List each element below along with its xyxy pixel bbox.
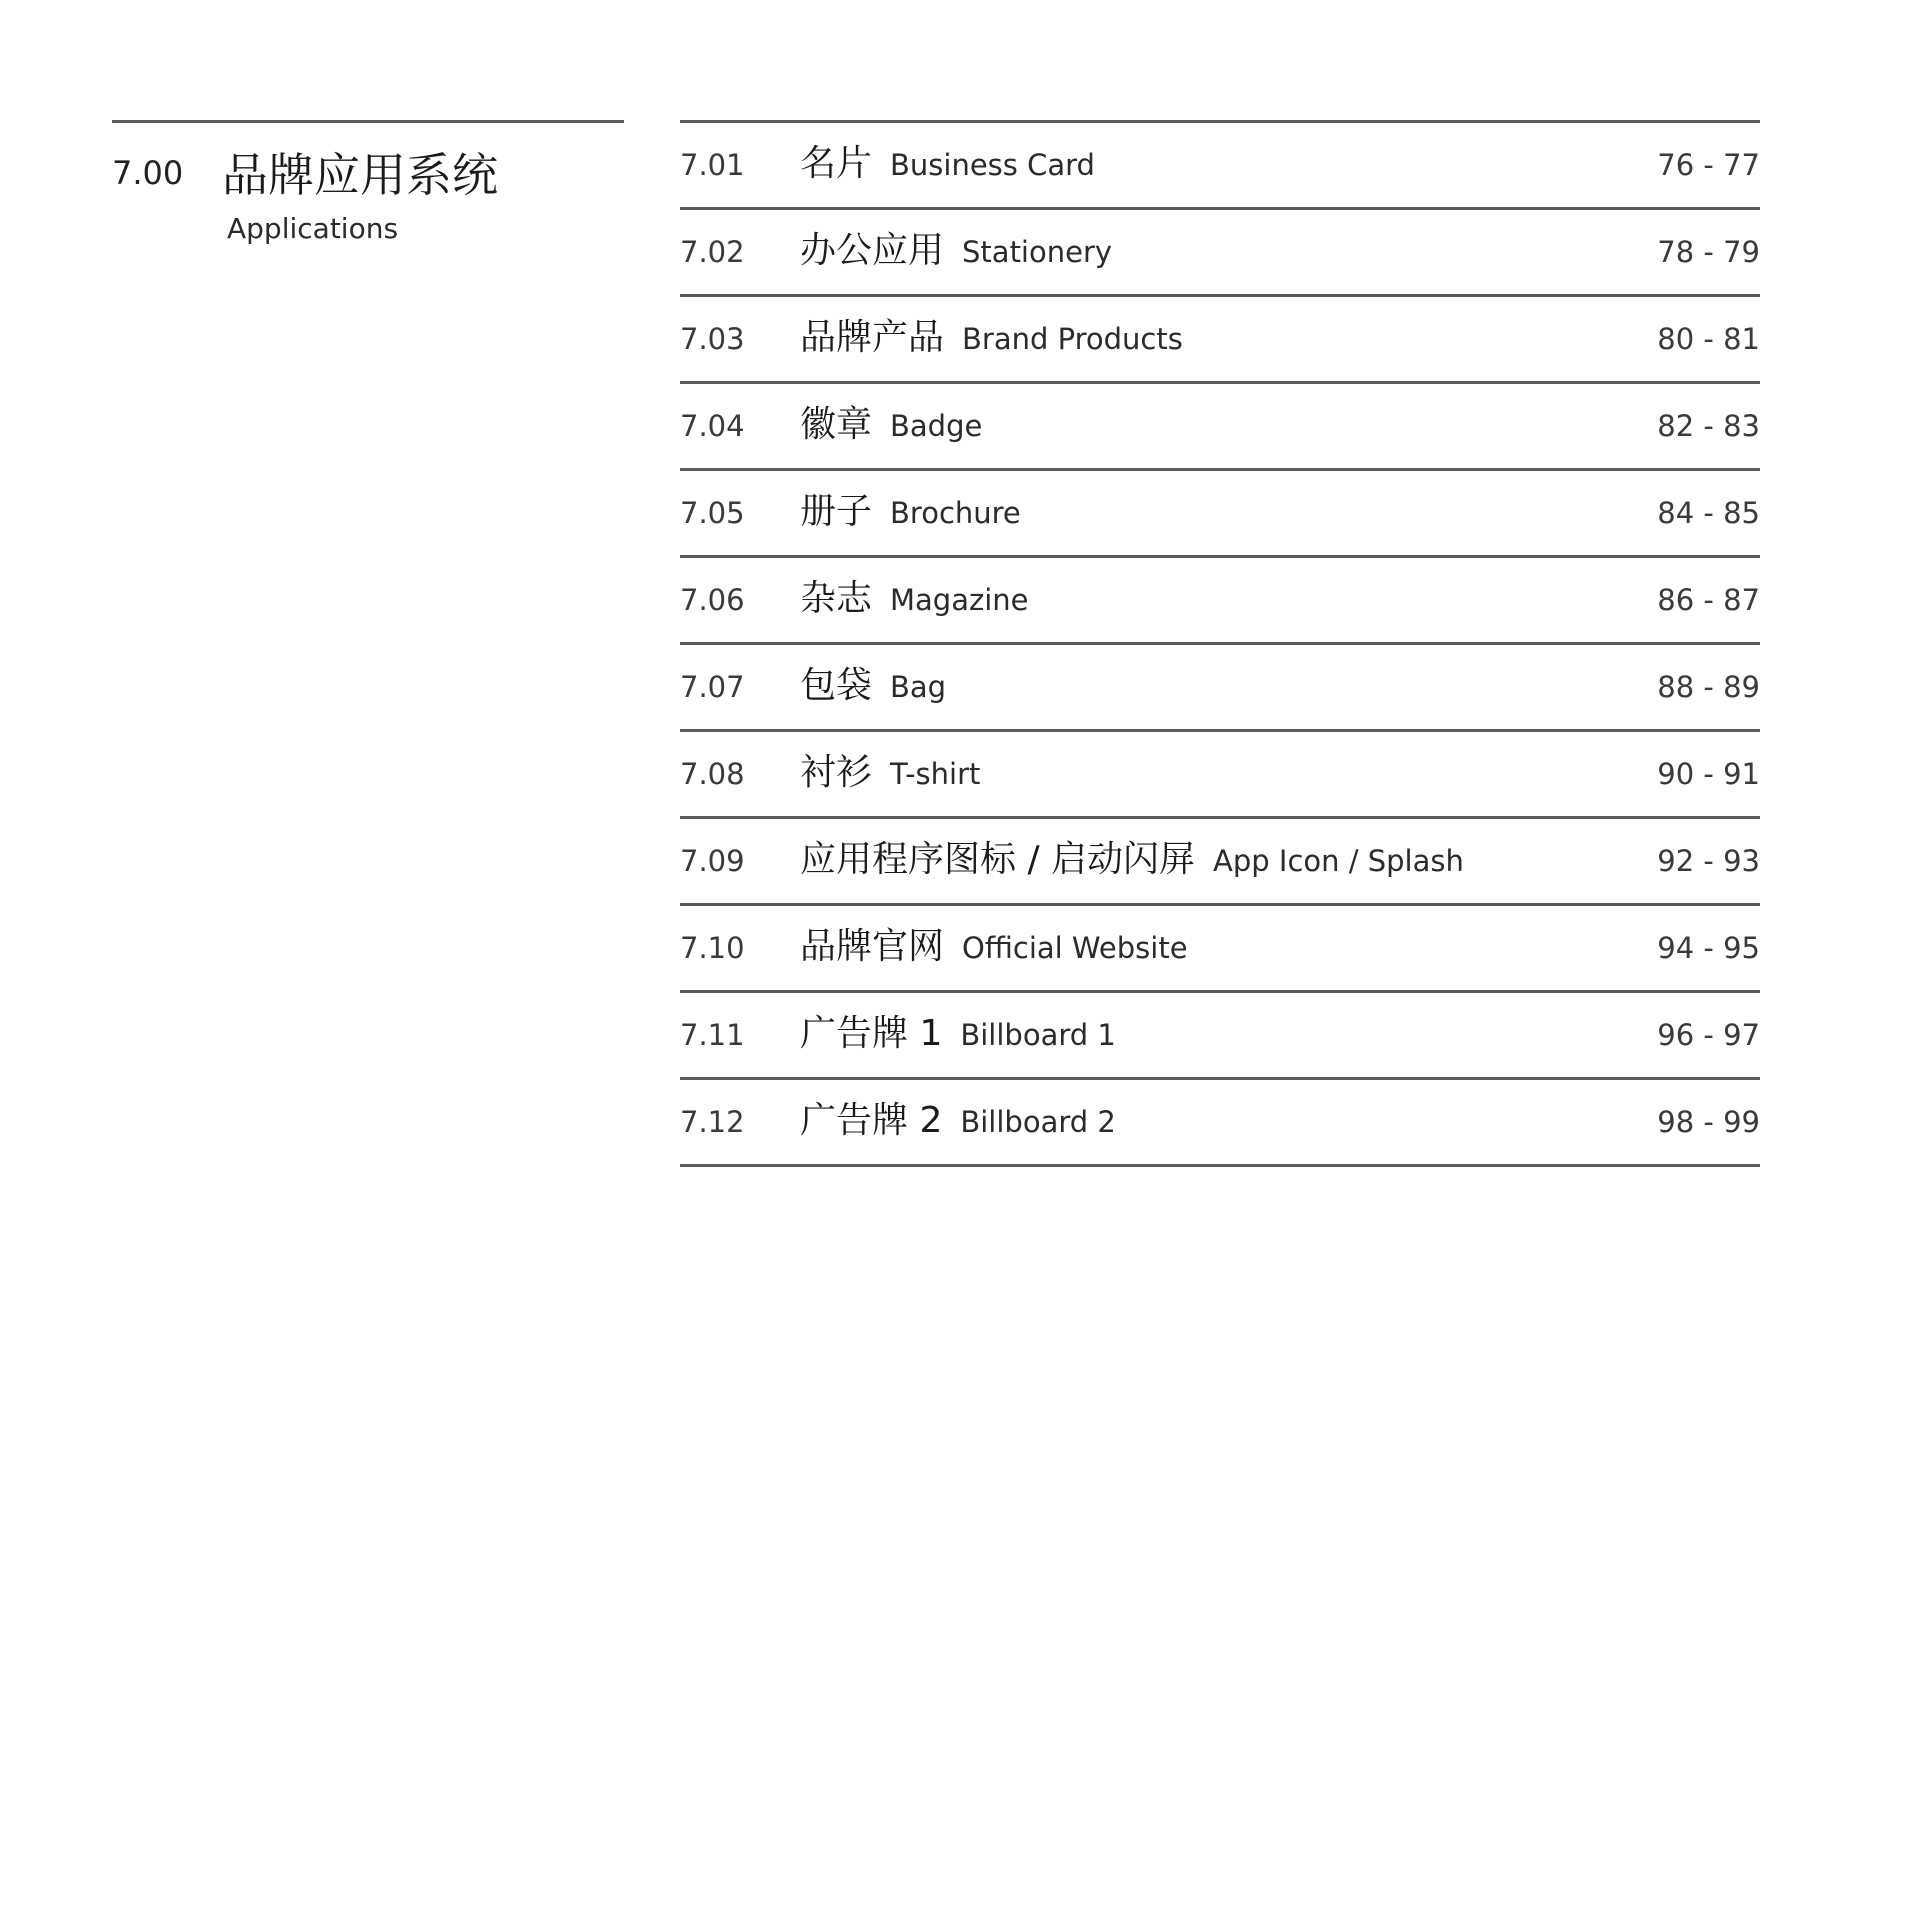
toc-number: 7.07 (680, 670, 745, 704)
toc-number: 7.11 (680, 1018, 745, 1052)
toc-title-en: App Icon / Splash (1213, 844, 1464, 878)
table-of-contents (680, 120, 1760, 1167)
toc-title-zh: 册子 (800, 491, 873, 532)
toc-pages: 82 - 83 (1657, 409, 1760, 443)
section-heading-block (112, 123, 624, 243)
toc-title-zh: 广告牌 2 (800, 1100, 943, 1141)
toc-pages: 88 - 89 (1657, 670, 1760, 704)
toc-title (800, 143, 1095, 191)
toc-pages: 94 - 95 (1657, 931, 1760, 965)
toc-row-7-03[interactable] (680, 297, 1760, 384)
toc-title-en: Brochure (890, 496, 1021, 530)
toc-row-7-12[interactable] (680, 1080, 1760, 1167)
toc-title-en: Billboard 2 (960, 1105, 1116, 1139)
section-header (112, 120, 624, 243)
toc-title-en: Bag (890, 670, 947, 704)
toc-row-7-10[interactable] (680, 906, 1760, 993)
toc-row-7-04[interactable] (680, 384, 1760, 471)
toc-pages: 80 - 81 (1657, 322, 1760, 356)
toc-row-7-11[interactable] (680, 993, 1760, 1080)
toc-title (800, 752, 980, 800)
toc-number: 7.12 (680, 1105, 745, 1139)
toc-title-zh: 杂志 (800, 578, 873, 619)
toc-number: 7.04 (680, 409, 745, 443)
toc-title (800, 665, 946, 713)
toc-pages: 86 - 87 (1657, 583, 1760, 617)
toc-title (800, 230, 1112, 278)
toc-title (800, 491, 1021, 539)
toc-title-zh: 品牌官网 (800, 926, 945, 967)
toc-title-zh: 名片 (800, 143, 873, 184)
toc-number: 7.06 (680, 583, 745, 617)
toc-row-7-07[interactable] (680, 645, 1760, 732)
toc-title (800, 926, 1188, 974)
toc-title-zh: 徽章 (800, 404, 873, 445)
toc-pages: 92 - 93 (1657, 844, 1760, 878)
toc-row-7-05[interactable] (680, 471, 1760, 558)
toc-pages: 84 - 85 (1657, 496, 1760, 530)
toc-number: 7.02 (680, 235, 745, 269)
toc-title (800, 1100, 1116, 1148)
toc-pages: 98 - 99 (1657, 1105, 1760, 1139)
toc-title (800, 578, 1029, 626)
toc-number: 7.01 (680, 148, 745, 182)
toc-number: 7.09 (680, 844, 745, 878)
toc-number: 7.03 (680, 322, 745, 356)
toc-row-7-09[interactable] (680, 819, 1760, 906)
toc-number: 7.10 (680, 931, 745, 965)
toc-title (800, 404, 982, 452)
toc-row-7-06[interactable] (680, 558, 1760, 645)
section-title: 品牌应用系统 (222, 148, 498, 202)
toc-row-7-08[interactable] (680, 732, 1760, 819)
toc-title (800, 839, 1464, 887)
toc-title-en: T-shirt (890, 757, 981, 791)
toc-pages: 78 - 79 (1657, 235, 1760, 269)
toc-number: 7.08 (680, 757, 745, 791)
toc-pages: 76 - 77 (1657, 148, 1760, 182)
toc-title-zh: 衬衫 (800, 752, 873, 793)
toc-title (800, 1013, 1116, 1061)
toc-title-en: Business Card (890, 148, 1095, 182)
toc-title-en: Badge (890, 409, 983, 443)
toc-number: 7.05 (680, 496, 745, 530)
toc-title-en: Magazine (890, 583, 1029, 617)
toc-title-en: Billboard 1 (960, 1018, 1116, 1052)
toc-title-zh: 包袋 (800, 665, 873, 706)
toc-title-en: Stationery (962, 235, 1113, 269)
toc-row-7-02[interactable] (680, 210, 1760, 297)
toc-title-zh: 品牌产品 (800, 317, 945, 358)
toc-row-7-01[interactable] (680, 123, 1760, 210)
section-number: 7.00 (112, 154, 184, 192)
toc-title-zh: 应用程序图标 / 启动闪屏 (800, 839, 1196, 880)
toc-pages: 96 - 97 (1657, 1018, 1760, 1052)
toc-title-zh: 广告牌 1 (800, 1013, 943, 1054)
toc-title-en: Official Website (962, 931, 1188, 965)
toc-pages: 90 - 91 (1657, 757, 1760, 791)
section-subtitle: Applications (227, 212, 399, 245)
toc-title-en: Brand Products (962, 322, 1183, 356)
toc-title-zh: 办公应用 (800, 230, 945, 271)
toc-title (800, 317, 1183, 365)
